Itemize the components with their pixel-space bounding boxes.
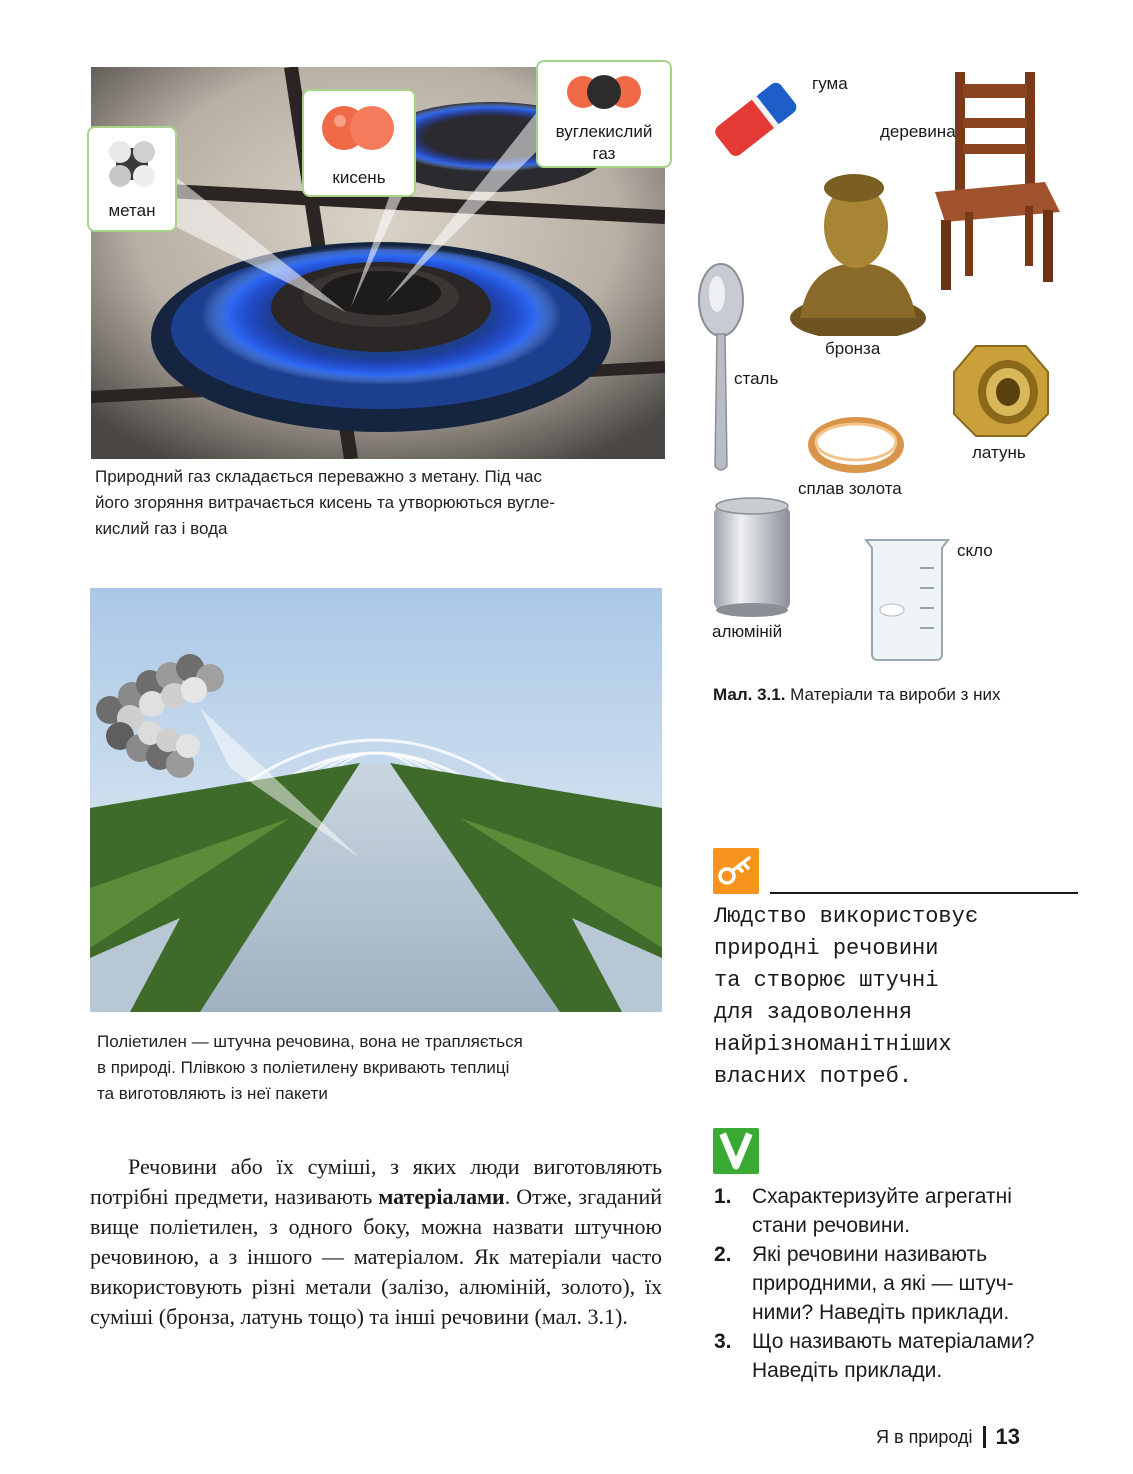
- key-icon: [713, 848, 759, 894]
- question-number: 1.: [714, 1185, 732, 1208]
- figure-caption-text: Матеріали та вироби з них: [790, 685, 1001, 704]
- rubber-label: гума: [812, 74, 848, 93]
- methane-label: метан: [108, 201, 156, 220]
- question-line: Схарактеризуйте агрегатні: [752, 1185, 1012, 1208]
- key-line: власних потреб.: [714, 1064, 913, 1089]
- question-item: [714, 1240, 1094, 1327]
- key-line: природні речовини: [714, 936, 939, 961]
- wood-label: деревина: [880, 122, 956, 141]
- co2-callout: [536, 60, 672, 168]
- main-text-part1: Речовини або їх суміші, з яких люди виготовляють потрібні предмети, називають: [90, 1154, 662, 1209]
- aluminium-label: алюміній: [712, 622, 783, 641]
- co2-molecule-icon: [559, 68, 649, 116]
- gold-ring-icon: [805, 414, 907, 476]
- key-summary: [714, 901, 1094, 1093]
- key-line: та створює штучні: [714, 968, 939, 993]
- glass-beaker-icon: [860, 534, 952, 662]
- question-line: ними? Наведіть приклади.: [752, 1301, 1010, 1324]
- term-materials: матеріалами: [378, 1184, 505, 1209]
- section-name: Я в природі: [876, 1426, 973, 1447]
- greenhouse-caption-line: Поліетилен — штучна речовина, вона не трапляється: [97, 1032, 523, 1051]
- bronze-label: бронза: [825, 339, 881, 358]
- greenhouse-photo: [90, 588, 662, 1012]
- key-badge: [713, 848, 759, 894]
- oxygen-molecule-icon: [314, 99, 404, 157]
- greenhouse-illustration: [90, 588, 662, 1012]
- question-number: 3.: [714, 1330, 732, 1353]
- greenhouse-caption: [97, 1029, 657, 1107]
- aluminium-can-icon: [710, 494, 794, 618]
- eraser-icon: [705, 70, 805, 170]
- key-line: найрізноманітніших: [714, 1032, 952, 1057]
- question-line: Наведіть приклади.: [752, 1359, 943, 1382]
- key-line: для задоволення: [714, 1000, 913, 1025]
- methane-callout: [87, 126, 177, 232]
- gas-caption-line: Природний газ складається переважно з метану. Під час: [95, 467, 542, 486]
- question-line: природними, а які — штуч-: [752, 1272, 1014, 1295]
- question-line: Що називають матеріалами?: [752, 1330, 1035, 1353]
- main-text-part2: . Отже, згаданий вище поліетилен, з одного боку, можна назвати штучною речовиною, а з іншого — матеріалом. Як матеріали часто використовують різні метали (залізо, алюміній, золото), їх суміші (бронза, латунь тощо) та інші речовини (мал. 3.1).: [90, 1184, 663, 1329]
- checkmark-icon: [713, 1128, 759, 1174]
- bronze-bust-icon: [788, 168, 928, 336]
- question-line: Які речовини називають: [752, 1243, 988, 1266]
- co2-label-line1: вуглекислий: [555, 122, 653, 141]
- gas-caption: [95, 464, 655, 542]
- page-number: 13: [995, 1424, 1020, 1449]
- co2-label-line2: газ: [592, 144, 616, 163]
- greenhouse-caption-line: та виготовляють із неї пакети: [97, 1084, 328, 1103]
- gas-caption-line: кислий газ і вода: [95, 519, 228, 538]
- figure-number: Мал. 3.1.: [713, 685, 786, 704]
- greenhouse-caption-line: в природі. Плівкою з поліетилену вкривають теплиці: [97, 1058, 510, 1077]
- oxygen-callout: [302, 89, 416, 197]
- gas-caption-line: його згоряння витрачається кисень та утворюються вугле-: [95, 493, 555, 512]
- key-rule-line: [770, 892, 1078, 894]
- methane-molecule-icon: [102, 134, 162, 192]
- chair-icon: [925, 72, 1065, 294]
- footer-divider: [983, 1426, 986, 1448]
- key-line: Людство використовує: [714, 904, 979, 929]
- question-item: [714, 1327, 1094, 1385]
- glass-label: скло: [957, 541, 993, 560]
- question-line: стани речовини.: [752, 1214, 911, 1237]
- gold-alloy-label: сплав золота: [798, 479, 902, 498]
- oxygen-label: кисень: [332, 168, 386, 187]
- steel-label: сталь: [734, 369, 779, 388]
- brass-label: латунь: [972, 443, 1026, 462]
- question-item: [714, 1182, 1094, 1240]
- brass-fitting-icon: [946, 342, 1054, 438]
- question-number: 2.: [714, 1243, 732, 1266]
- main-paragraph: [90, 1152, 662, 1332]
- materials-figure-caption: [713, 685, 1001, 705]
- check-badge: [713, 1128, 759, 1174]
- page-footer: [876, 1424, 1020, 1450]
- review-questions: [714, 1182, 1094, 1385]
